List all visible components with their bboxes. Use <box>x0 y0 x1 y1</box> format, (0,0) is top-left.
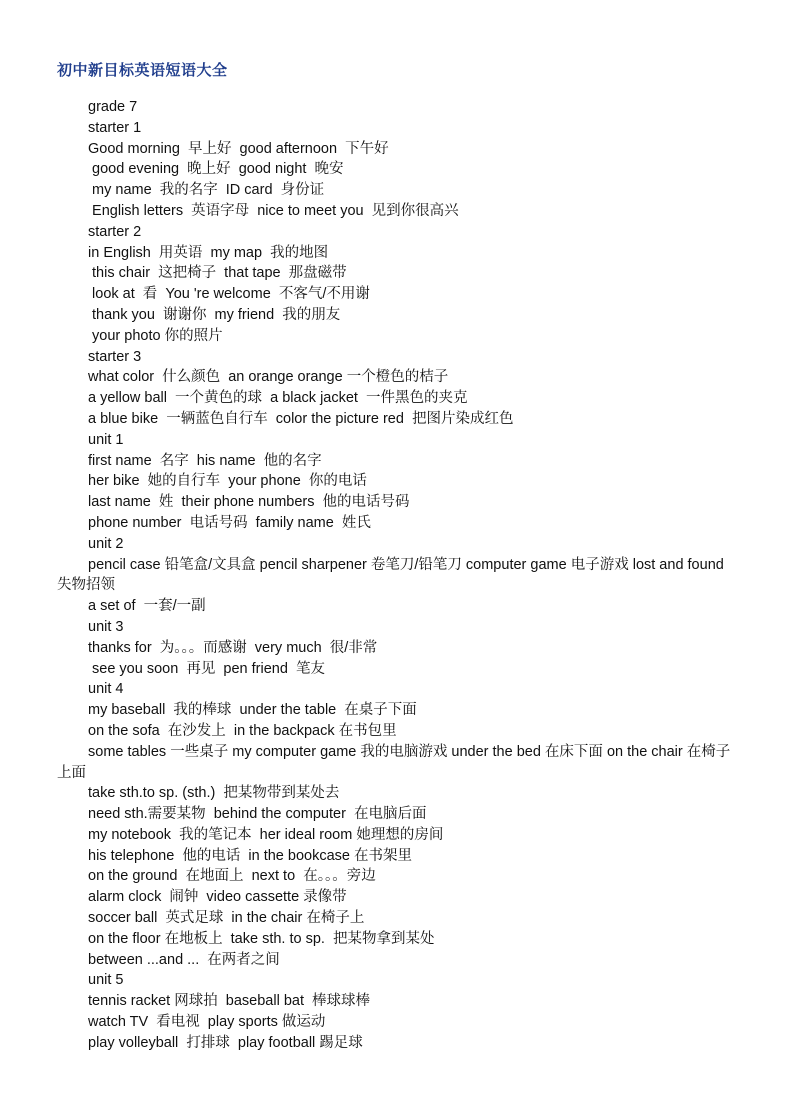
text-line: unit 3 <box>88 618 124 635</box>
text-line: tennis racket 网球拍 baseball bat 棒球球棒 <box>88 993 371 1010</box>
text-line: English letters 英语字母 nice to meet you 见到你很高兴 <box>88 202 459 219</box>
text-line: on the sofa 在沙发上 in the backpack 在书包里 <box>88 722 397 739</box>
text-line: first name 名字 his name 他的名字 <box>88 452 322 469</box>
text-line: play volleyball 打排球 play football 踢足球 <box>88 1034 363 1051</box>
text-line: his telephone 他的电话 in the bookcase 在书架里 <box>88 847 412 864</box>
text-line: unit 2 <box>88 535 124 552</box>
text-line: on the floor 在地板上 take sth. to sp. 把某物拿到某处 <box>88 930 435 947</box>
text-line: grade 7 <box>88 99 138 115</box>
text-line: this chair 这把椅子 that tape 那盘磁带 <box>88 265 347 282</box>
text-line: alarm clock 闹钟 video cassette 录像带 <box>88 889 347 906</box>
text-line: phone number 电话号码 family name 姓氏 <box>88 514 371 531</box>
text-line: my notebook 我的笔记本 her ideal room 她理想的房间 <box>88 826 444 843</box>
text-line: good evening 晚上好 good night 晚安 <box>88 161 344 178</box>
text-line: a yellow ball 一个黄色的球 a black jacket 一件黑色的夹克 <box>88 390 468 407</box>
text-line: unit 5 <box>88 972 124 989</box>
text-line: soccer ball 英式足球 in the chair 在椅子上 <box>88 910 365 927</box>
phrase-list <box>57 97 737 1054</box>
text-line: take sth.to sp. (sth.) 把某物带到某处去 <box>88 785 340 802</box>
text-line: starter 3 <box>88 348 142 365</box>
text-line: her bike 她的自行车 your phone 你的电话 <box>88 473 367 490</box>
text-line: a blue bike 一辆蓝色自行车 color the picture red 把图片染成红色 <box>88 410 514 427</box>
text-line: some tables 一些桌子 my computer game 我的电脑游戏 under the bed 在床下面 on the chair 在椅子上面 <box>57 743 731 781</box>
text-line: pencil case 铅笔盒/文具盒 pencil sharpener 卷笔刀/铅笔刀 computer game 电子游戏 lost and found 失物招领 <box>57 556 724 594</box>
text-line: in English 用英语 my map 我的地图 <box>88 244 329 261</box>
page-title: 初中新目标英语短语大全 <box>57 61 228 79</box>
text-line: last name 姓 their phone numbers 他的电话号码 <box>88 494 410 511</box>
text-line: my baseball 我的棒球 under the table 在桌子下面 <box>88 702 417 719</box>
text-line: on the ground 在地面上 next to 在。。。旁边 <box>88 868 376 885</box>
text-line: your photo 你的照片 <box>88 327 223 344</box>
text-line: thank you 谢谢你 my friend 我的朋友 <box>88 306 341 323</box>
text-line: thanks for 为。。。而感谢 very much 很/非常 <box>88 639 378 656</box>
text-line: need sth.需要某物 behind the computer 在电脑后面 <box>88 806 427 823</box>
text-line: starter 2 <box>88 223 142 240</box>
text-line: Good morning 早上好 good afternoon 下午好 <box>88 140 389 157</box>
text-line: look at 看 You 're welcome 不客气/不用谢 <box>88 286 370 303</box>
text-line: a set of 一套/一副 <box>88 598 206 615</box>
text-line: my name 我的名字 ID card 身份证 <box>88 182 325 199</box>
text-line: what color 什么颜色 an orange orange 一个橙色的桔子 <box>88 369 449 386</box>
text-line: watch TV 看电视 play sports 做运动 <box>88 1014 326 1031</box>
text-line: unit 4 <box>88 681 124 698</box>
text-line: starter 1 <box>88 119 142 136</box>
text-line: between ...and ... 在两者之间 <box>88 951 280 968</box>
text-line: unit 1 <box>88 431 124 448</box>
text-line: see you soon 再见 pen friend 笔友 <box>88 660 325 677</box>
